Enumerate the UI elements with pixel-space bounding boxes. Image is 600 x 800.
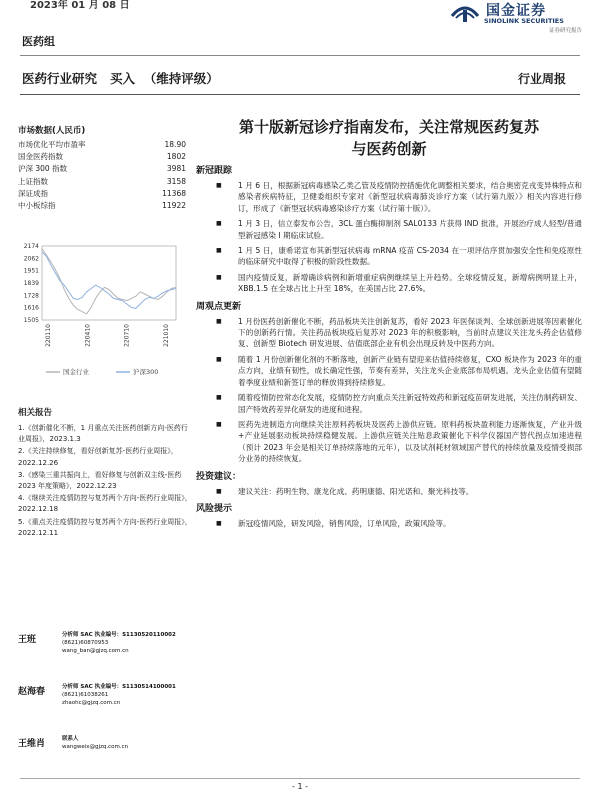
market-value: 1802 — [166, 152, 186, 162]
related-heading: 相关报告 — [18, 408, 53, 418]
x-tick-label: 220710 — [123, 324, 131, 347]
paragraph-text: 新冠疫情风险，研发风险，销售风险，订单风险，政策风险等。 — [238, 518, 451, 528]
paragraph-text: 随着疫情防控常态化发展，疫情防控方向重点关注新冠特效药和新冠疫苗研发进展，关注仿制药研发、国产特效药差异化研发的进度和进程。 — [238, 393, 582, 414]
market-value: 3981 — [166, 164, 186, 174]
related-reports — [18, 406, 194, 540]
bullet-icon: ■ — [216, 519, 222, 527]
market-row — [18, 139, 188, 151]
section-heading: 风险提示 — [196, 503, 233, 514]
analyst-name: 王班 — [18, 635, 37, 645]
page-number: - 1 - — [292, 782, 308, 791]
related-report-item: 4.《继续关注疫情防控与复苏两个方向-医药行业周报》，2022.12.18 — [18, 494, 192, 514]
series-line-1 — [42, 252, 176, 308]
market-row — [18, 200, 188, 212]
x-tick-label: 221010 — [163, 324, 170, 347]
analyst-info-line: wang_ban@gjzq.com.cn — [62, 647, 129, 654]
market-rows — [18, 139, 188, 212]
bullet-paragraph — [196, 245, 582, 268]
y-tick-label: 1505 — [23, 317, 39, 324]
market-label: 市场优化平均市盈率 — [18, 140, 86, 149]
market-label: 沪深 300 指数 — [18, 164, 68, 174]
section-heading: 周观点更新 — [196, 301, 242, 312]
y-tick-label: 1616 — [23, 304, 39, 312]
market-label: 深证成指 — [18, 188, 48, 198]
market-row — [18, 151, 188, 163]
bullet-icon: ■ — [216, 273, 222, 281]
paragraph-text: 建议关注：药明生物、康龙化成、药明康德、阳光诺和、聚光科技等。 — [238, 486, 474, 496]
paragraph-text: 医药先进制造方向继续关注原料药板块及医药上游供应链。原料药板块盈利能力逐渐恢复，产业升级+产业延展驱动板块持续稳健发展。上游供应链关注贴息政策催化下科学仪器国产替代拐点加速进程（预计 2023 年会是相关订单持续落地的元年），以及试剂耗材领域国产替代的持续放量及疫情受损部分业务的持续恢复。 — [238, 419, 582, 464]
header-divider-bottom — [20, 94, 580, 95]
analyst-info-line: wangweix@gjzq.com.cn — [62, 743, 129, 750]
bullet-paragraph — [196, 419, 582, 465]
main-title-line2: 与医药创新 — [351, 140, 427, 158]
paragraph-text: 1 月 6 日，根据新冠病毒感染乙类乙管及疫情防控措施优化调整相关要求，结合奥密克戎变异株特点和感染者疾病特征，卫健委组织专家对《新型冠状病毒肺炎诊疗方案（试行第九版）》相关内容进行修订，形成了《新型冠状病毒感染诊疗方案（试行第十版）》。 — [238, 181, 582, 213]
bullet-paragraph — [196, 180, 582, 214]
related-report-item: 3.《感染三重共振向上，看好修复与创新双主线-医药 2023 年度策略》，2022.12.23 — [18, 470, 182, 491]
market-label: 国金医药指数 — [18, 152, 63, 162]
paragraph-text: 随着 1 月份创新催化剂的不断落地，创新产业链有望迎来估值持续修复，CXO 板块作为 2023 年的重点方向，业绩有韧性，成长确定性强，节奏有差异，关注龙头企业底部布局机遇。龙头企业估值有望随着季度业绩和新签订单的释放得到持续修复。 — [238, 354, 582, 387]
header-divider — [20, 55, 580, 56]
x-tick-label: 220410 — [84, 324, 92, 347]
legend-label: 沪深300 — [133, 368, 159, 376]
market-value: 11368 — [162, 188, 186, 198]
related-list — [18, 423, 194, 539]
bullet-icon: ■ — [216, 247, 222, 255]
report-date: 2023年 01 月 08 日 — [30, 0, 130, 11]
market-data-panel — [18, 124, 188, 212]
x-tick-label: 220110 — [45, 324, 52, 347]
report-type: 行业周报 — [517, 72, 566, 86]
section-heading: 新冠跟踪 — [196, 166, 233, 176]
related-report-item: 5.《重点关注疫情防控与复苏两个方向-医药行业周报》，2022.12.11 — [18, 517, 192, 537]
bullet-icon: ■ — [216, 220, 222, 228]
bullet-paragraph — [196, 354, 582, 388]
paragraph-text: 国内疫情反复，新增确诊病例和新增重症病例继续呈上升趋势。全球疫情反复，新增病例明显上升，XBB.1.5 在全球占比上升至 18%，在美国占比 27.6%。 — [238, 272, 582, 294]
bullet-paragraph — [196, 272, 582, 295]
bullet-paragraph — [196, 218, 582, 241]
paragraph-text: 1 月 3 日，信立泰发布公告，3CL 蛋白酶抑制剂 SAL0133 片获得 IND 批准，开展治疗成人轻型/普通型新冠感染 I 期临床试验。 — [238, 219, 582, 240]
market-value: 18.90 — [164, 140, 186, 149]
y-tick-label: 1951 — [23, 267, 39, 275]
logo-mark-icon — [450, 2, 480, 22]
related-report-item: 2.《关注持续修复，看好创新复苏-医药行业周报》，2022.12.26 — [18, 447, 178, 467]
paragraph-text: 1 月 5 日，康希诺宣布其新型冠状病毒 mRNA 疫苗 CS-2034 在一项评估序贯加强安全性和免疫原性的临床研究中取得了积极的阶段性数据。 — [238, 246, 582, 267]
market-row — [18, 176, 188, 188]
y-tick-label: 2174 — [23, 243, 39, 250]
bullet-icon: ■ — [216, 420, 222, 428]
market-value: 11922 — [162, 201, 186, 211]
analysts-panel — [18, 632, 198, 788]
section-heading: 投资建议： — [196, 471, 242, 482]
market-value: 3158 — [166, 176, 186, 186]
bullet-paragraph — [196, 392, 582, 415]
market-row — [18, 163, 188, 175]
bullet-icon: ■ — [216, 355, 222, 363]
analyst-info — [62, 632, 176, 655]
analyst-info — [62, 736, 128, 752]
main-title-line1: 第十版新冠诊疗指南发布，关注常规医药复苏 — [238, 118, 539, 136]
analyst-info-line: 分析师 SAC 执业编号：S1130514100001 — [62, 684, 176, 690]
analyst-name: 王维肖 — [18, 739, 46, 749]
page-title: 医药行业研究 买入 （维持评级） — [22, 71, 219, 86]
logo-sub: 证券研究报告 — [548, 28, 582, 34]
legend-label: 国金行业 — [63, 368, 89, 376]
related-report-item: 1.《创新催化不断，1 月重点关注医药创新方向-医药行业周报》，2023.1.3 — [18, 424, 188, 444]
bullet-paragraph — [196, 316, 582, 350]
main-content — [196, 116, 582, 533]
analyst-info-line: (8621)60870953 — [62, 639, 109, 646]
market-row — [18, 188, 188, 200]
analyst-info-line: zhaohc@gjzq.com.cn — [62, 699, 121, 706]
bullet-icon: ■ — [216, 317, 222, 325]
bullet-icon: ■ — [216, 487, 222, 495]
logo-cn: 国金证券 — [486, 3, 546, 19]
analyst-info-line: 分析师 SAC 执业编号：S1130520110002 — [62, 632, 176, 638]
analyst-card — [18, 684, 198, 736]
bullet-paragraph — [196, 486, 582, 497]
y-tick-label: 1839 — [23, 280, 39, 288]
bullet-icon: ■ — [216, 394, 222, 402]
market-heading: 市场数据(人民币) — [18, 126, 86, 136]
group-name: 医药组 — [22, 35, 55, 48]
series-line-0 — [42, 249, 176, 314]
y-tick-label: 1728 — [23, 292, 39, 300]
market-label: 上证指数 — [18, 176, 48, 186]
company-logo — [436, 0, 586, 36]
analyst-card — [18, 632, 198, 684]
bullet-icon: ■ — [216, 182, 222, 189]
analyst-info-line: (8621)61038261 — [62, 691, 109, 698]
paragraph-text: 1 月份医药创新催化不断，药品板块关注创新复苏，看好 2023 年医保谈判、全球创新进展等因素催化下的创新药行情。关注药品板块疫后复苏对 2023 年的积极影响，当前时点建议关注龙头药企估值修复、创新型 Biotech 研发进展、估值底部企业有机会出现反转及中医药方向。 — [238, 316, 582, 349]
bullet-paragraph — [196, 518, 582, 529]
analyst-card — [18, 736, 198, 788]
index-chart — [16, 238, 191, 388]
y-tick-label: 2062 — [23, 255, 39, 263]
logo-en: SINOLINK SECURITIES — [484, 17, 564, 25]
analyst-info — [62, 684, 176, 707]
analyst-name: 赵海春 — [18, 687, 46, 697]
footer-divider — [20, 778, 580, 779]
analyst-info-line: 联系人 — [62, 736, 79, 742]
market-label: 中小板综指 — [18, 201, 56, 211]
sections — [196, 163, 582, 529]
main-title — [196, 116, 582, 160]
